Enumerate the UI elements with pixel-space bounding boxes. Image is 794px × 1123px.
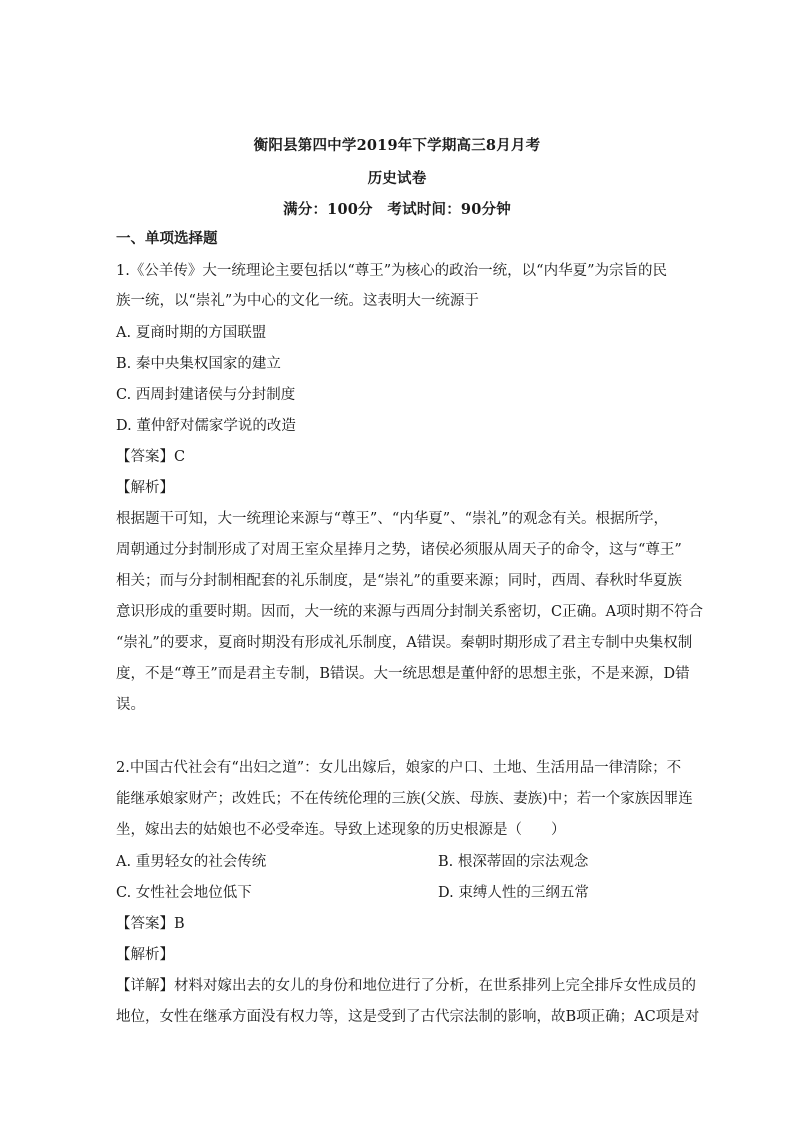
q2-stem-line: 坐，嫁出去的姑娘也不必受牵连。导致上述现象的历史根源是（ ） [116, 822, 566, 838]
q2-analysis-label: 【解析】 [116, 947, 174, 963]
q2-option-b: B. 根深蒂固的宗法观念 [438, 854, 589, 870]
q1-stem-line: 1.《公羊传》大一统理论主要包括以“尊王”为核心的政治一统，以“内华夏”为宗旨的民 [116, 263, 667, 279]
q2-option-d: D. 束缚人性的三纲五常 [438, 885, 589, 901]
q1-analysis-label: 【解析】 [116, 480, 174, 496]
q2-stem-line: 能继承娘家财产；改姓氏；不在传统伦理的三族(父族、母族、妻族)中；若一个家族因罪连 [116, 791, 693, 807]
q1-option-c: C. 西周封建诸侯与分封制度 [116, 387, 296, 403]
q2-option-c: C. 女性社会地位低下 [116, 885, 252, 901]
q2-detail-line: 【详解】材料对嫁出去的女儿的身份和地位进行了分析，在世系排列上完全排斥女性成员的 [116, 978, 696, 994]
q1-option-d: D. 董仲舒对儒家学说的改造 [116, 418, 296, 434]
q2-option-a: A. 重男轻女的社会传统 [116, 854, 267, 870]
q1-analysis-line: 误。 [116, 697, 145, 713]
q1-analysis-line: 相关；而与分封制相配套的礼乐制度，是“崇礼”的重要来源；同时，西周、春秋时华夏族 [116, 573, 682, 589]
q1-analysis-line: 度，不是“尊王”而是君主专制，B错误。大一统思想是董仲舒的思想主张，不是来源，D错 [116, 666, 690, 682]
q2-answer: 【答案】B [116, 916, 185, 932]
subject-title: 历史试卷 [367, 170, 427, 187]
q2-detail-line: 地位，女性在继承方面没有权力等，这是受到了古代宗法制的影响，故B项正确；AC项是对 [116, 1009, 700, 1025]
q1-answer: 【答案】C [116, 449, 186, 465]
section-heading: 一、单项选择题 [116, 230, 218, 247]
q1-option-a: A. 夏商时期的方国联盟 [116, 325, 267, 341]
q1-analysis-line: “崇礼”的要求，夏商时期没有形成礼乐制度，A错误。秦朝时期形成了君主专制中央集权制 [116, 635, 693, 651]
q1-analysis-line: 意识形成的重要时期。因而，大一统的来源与西周分封制关系密切，C正确。A项时期不符合 [116, 604, 704, 620]
exam-title: 衡阳县第四中学2019年下学期高三8月月考 [253, 137, 541, 154]
q1-stem-line: 族一统，以“崇礼”为中心的文化一统。这表明大一统源于 [116, 293, 479, 309]
exam-meta: 满分：100分 考试时间：90分钟 [283, 201, 511, 218]
q1-analysis-line: 周朝通过分封制形成了对周王室众星捧月之势，诸侯必须服从周天子的命令，这与“尊王” [116, 542, 682, 558]
q1-option-b: B. 秦中央集权国家的建立 [116, 356, 281, 372]
q2-stem-line: 2.中国古代社会有“出妇之道”：女儿出嫁后，娘家的户口、土地、生活用品一律清除；不 [116, 760, 682, 776]
q1-analysis-line: 根据题干可知，大一统理论来源与“尊王”、“内华夏”、“崇礼”的观念有关。根据所学， [116, 511, 668, 527]
